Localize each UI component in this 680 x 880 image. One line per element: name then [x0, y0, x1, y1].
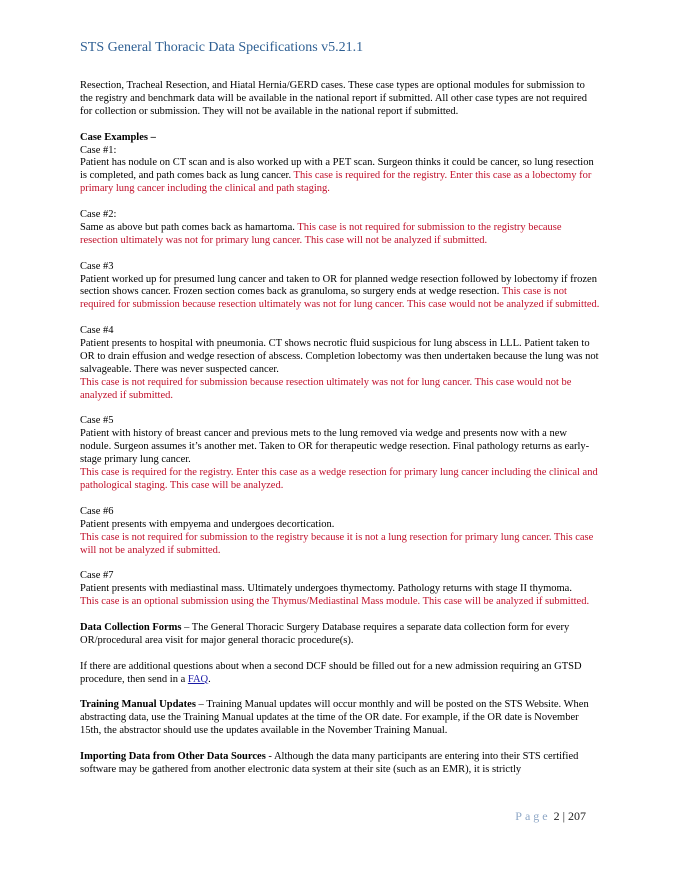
case-description: Patient presents with mediastinal mass. Ultimately undergoes thymectomy. Pathology returns with stage II thymoma.: [80, 583, 572, 595]
case-note: This case is an optional submission using the Thymus/Mediastinal Mass module. This case will be analyzed if submitted.: [80, 596, 590, 608]
page-title: STS General Thoracic Data Specifications v5.21.1: [80, 40, 364, 55]
case-label: Case #1:: [80, 144, 117, 156]
importing-paragraph: [80, 751, 600, 777]
case-3: [80, 261, 600, 313]
case-label: Case #4: [80, 325, 114, 337]
additional-paragraph: [80, 661, 600, 687]
case-note: This case is not required for submission because resection ultimately was not for lung cancer. This case would not be analyzed if submitted.: [80, 376, 572, 401]
case-2: [80, 209, 600, 248]
dcf-text: – The General Thoracic Surgery Database requires a separate data collection form for every OR/procedural area visit for major general thoracic procedure(s).: [80, 621, 570, 646]
case-description: Patient with history of breast cancer and previous mets to the lung removed via wedge and presents now with a new nodule. Surgeon assumes it’s another met. Taken to OR for therapeutic wedge resection. Final pathology returns as early-stage primary lung cancer.: [80, 428, 590, 466]
case-description: Same as above but path comes back as hamartoma.: [80, 221, 298, 233]
case-7: [80, 570, 600, 609]
case-examples-heading: Case Examples –: [80, 131, 156, 143]
case-description: Patient presents with empyema and undergoes decortication.: [80, 518, 335, 530]
page-separator: |: [562, 809, 565, 823]
document-body: [80, 80, 600, 790]
case-5: [80, 415, 600, 492]
intro-paragraph: Resection, Tracheal Resection, and Hiatal Hernia/GERD cases. These case types are optional modules for submission to the registry and benchmark data will be available in the national report if submitted. All other case types are not required for collection or submission. They will not be available in the national report if submitted.: [80, 80, 588, 117]
additional-text: If there are additional questions about when a second DCF should be filled out for a new admission requiring an GTSD procedure, then send in a: [80, 660, 582, 685]
page-word: Page: [515, 809, 551, 823]
dcf-heading: Data Collection Forms: [80, 621, 182, 633]
faq-link[interactable]: FAQ: [187, 673, 209, 685]
case-label: Case #6: [80, 505, 114, 517]
case-4: [80, 325, 600, 402]
training-paragraph: [80, 699, 600, 738]
case-label: Case #2:: [80, 209, 117, 221]
additional-end: .: [208, 673, 211, 685]
case-note: This case is required for the registry. Enter this case as a wedge resection for primary lung cancer including the clinical and pathological staging. This case will be analyzed.: [80, 467, 598, 492]
case-note: This case is not required for submission to the registry because resection ultimately was not for primary lung cancer. This case will not be analyzed if submitted.: [80, 221, 562, 246]
case-description: Patient has nodule on CT scan and is also worked up with a PET scan. Surgeon thinks it could be cancer, so lung resection is completed, and path comes back as lung cancer.: [80, 157, 594, 182]
case-note: This case is required for the registry. Enter this case as a lobectomy for primary lung cancer including the clinical and path staging.: [80, 170, 592, 195]
dcf-paragraph: [80, 622, 600, 648]
case-description: Patient presents to hospital with pneumonia. CT shows necrotic fluid suspicious for lung abscess in LLL. Patient taken to OR to drain effusion and wedge resection of abscess. Completion lobectomy was then undertaken because the lung was not salvageable. There was never suspected cancer.: [80, 338, 599, 375]
case-1: [80, 132, 600, 197]
page-footer: [515, 809, 586, 824]
case-6: [80, 506, 600, 558]
training-text: – Training Manual updates will occur monthly and will be posted on the STS Website. When abstracting data, use the Training Manual updates at the time of the OR date. For example, if the OR date is November 15th, the abstractor should use the updates available in the November Training Manual.: [80, 699, 589, 737]
importing-heading: Importing Data from Other Data Sources: [80, 750, 266, 762]
case-note: This case is not required for submission because resection ultimately was not for lung cancer. This case would not be analyzed if submitted.: [80, 286, 600, 311]
importing-text: - Although the data many participants are entering into their STS certified software may be gathered from another electronic data system at their site (such as an EMR), it is strictly: [80, 750, 579, 775]
case-description: Patient worked up for presumed lung cancer and taken to OR for planned wedge resection followed by lobectomy if frozen section shows cancer. Frozen section comes back as granuloma, so surgery ends at wedge resection.: [80, 273, 597, 298]
training-heading: Training Manual Updates: [80, 699, 196, 711]
case-label: Case #5: [80, 415, 114, 427]
page-total: 207: [568, 809, 586, 823]
case-note: This case is not required for submission to the registry because it is not a lung resection for primary lung cancer. This case will not be analyzed if submitted.: [80, 531, 594, 556]
case-label: Case #7: [80, 570, 114, 582]
case-label: Case #3: [80, 260, 114, 272]
page-number: 2: [553, 809, 560, 823]
